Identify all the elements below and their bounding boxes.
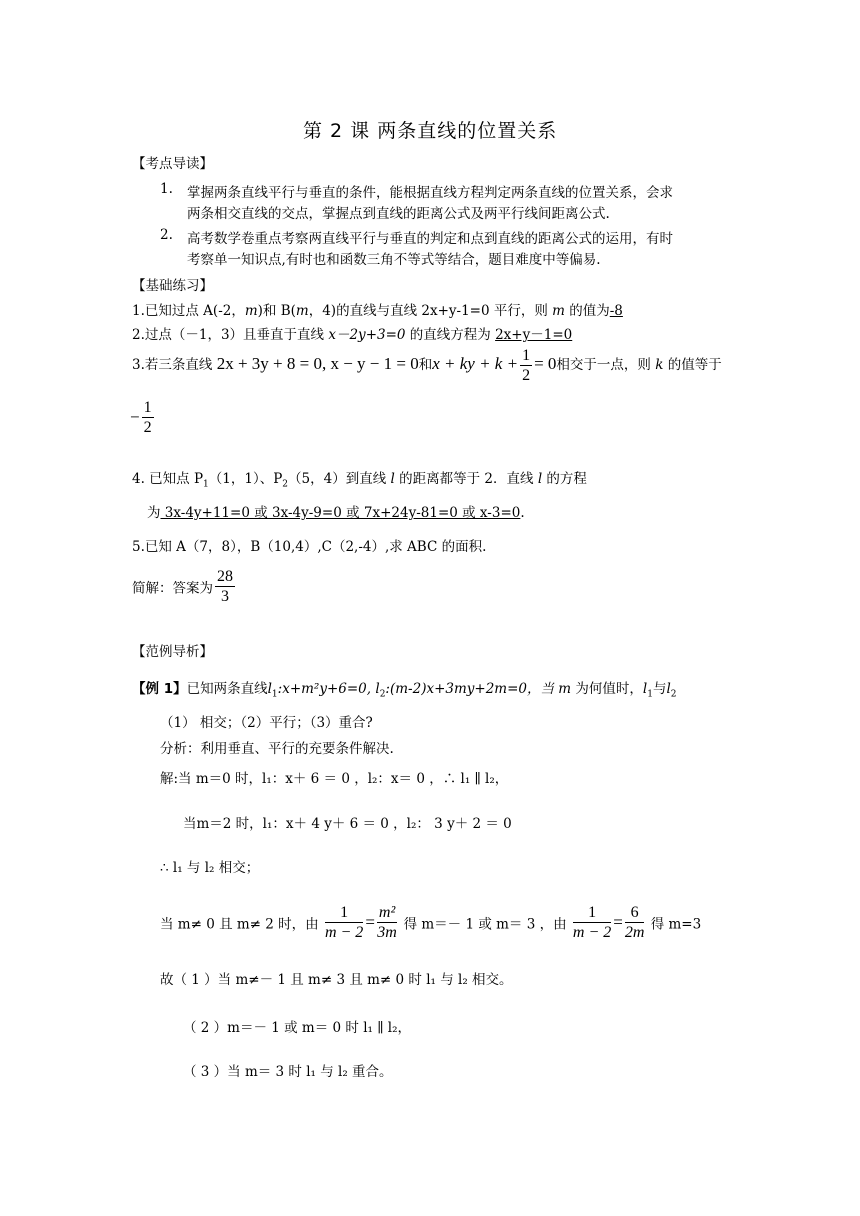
q3-equation: x + ky + k + <box>432 354 519 373</box>
question-3 <box>132 346 722 385</box>
example-1-parts: （1） 相交；（2）平行；（3）重合? <box>160 715 373 731</box>
q5-fraction: $\frac{28}{3}$ <box>217 568 233 605</box>
q1-text: ，4)的直线与直线 2x+y-1=0 平行，则 <box>308 303 553 319</box>
example-1-conclusion-2: （ 2 ）m＝－ 1 或 m＝ 0 时 l₁ ∥ l₂， <box>183 1020 411 1036</box>
guide-item-text: 高考数学卷重点考察两直线平行与垂直的判定和点到直线的距离公式的运用，有时 <box>187 231 673 247</box>
q3-fraction: $\frac{1}{2}$ <box>522 347 531 384</box>
guide-item-text: 掌握两条直线平行与垂直的条件，能根据直线方程判定两条直线的位置关系，会求 <box>187 185 673 201</box>
example-1-analysis: 分析：利用垂直、平行的充要条件解决. <box>160 741 394 757</box>
q2-text: 的直线方程为 <box>405 327 496 343</box>
guide-item-number: 2. <box>160 227 173 243</box>
q3-text: 和 <box>418 357 433 373</box>
q1-text: 1.已知过点 A(-2， <box>132 303 245 319</box>
q3-equation: 2x + 3y + 8 = 0, x − y − 1 = 0 <box>216 354 419 373</box>
q2-text: 2.过点（－1，3）且垂直于直线 <box>132 327 329 343</box>
question-4: 4. 已知点 $P_1(1$，1）、$P_2(5$，4）到直线 l 的距离都等于 2．直线 l 的方程 <box>132 471 587 490</box>
guide-item-text: 两条相交直线的交点，掌握点到直线的距离公式及两平行线间距离公式. <box>187 206 610 222</box>
q3-text: 3.若三条直线 <box>132 357 213 373</box>
q1-var: m <box>244 303 258 319</box>
example-1-conclusion-1: 故（ 1 ）当 m≠－ 1 且 m≠ 3 且 m≠ 0 时 l₁ 与 l₂ 相交。 <box>160 972 513 988</box>
section-heading-guide: 【考点导读】 <box>132 156 213 172</box>
section-heading-example: 【范例导析】 <box>132 644 213 660</box>
q3-text: 的值等于 <box>663 357 722 373</box>
example-label: 【例 1】 <box>132 681 187 697</box>
guide-item-text: 考察单一知识点,有时也和函数三角不等式等结合，题目难度中等偏易. <box>187 252 601 268</box>
q2-equation: x－2y+3=0 <box>328 327 406 343</box>
q1-text: )和 B( <box>257 303 296 319</box>
example-1-solution-fractions: 当 m≠ 0 且 m≠ 2 时，由 $\frac{1}{m - 2}$ = $\frac{\text{m²}}{3m}$ 得 m＝－ 1 或 m＝ 3 ，由 $\frac{1}{m - 2}$ = $\frac{6}{2m}$ 得 m=3 <box>160 904 702 941</box>
q2-answer: 2x+y－1=0 <box>495 327 573 343</box>
example-1-solution-line: 当m＝2 时，l₁：x＋ 4 y＋ 6 ＝ 0 ，l₂： 3 y＋ 2 ＝ 0 <box>183 816 512 832</box>
example-1-statement: 【例 1】已知两条直线$l_1:x+m^2y+6=0$, $l_2:(m-2)x+3my+2m=0$，当 m 为何值时，$l_1$与$l_2$ <box>132 681 677 700</box>
question-5: 5.已知 A（7，8），B（10,4）,C（2,-4）,求 ABC 的面积. <box>132 539 487 555</box>
q1-var: m <box>295 303 309 319</box>
q1-answer: -8 <box>609 303 623 319</box>
guide-item-number: 1. <box>160 181 173 197</box>
example-1-solution-line: ∴ l₁ 与 l₂ 相交； <box>160 860 260 876</box>
section-heading-basic: 【基础练习】 <box>132 278 213 294</box>
q1-var: m <box>552 303 565 319</box>
page-title: 第 2 课 两条直线的位置关系 <box>303 120 558 142</box>
q1-text: 的值为 <box>564 303 610 319</box>
q3-equation: = 0 <box>534 354 557 373</box>
question-2 <box>132 323 572 343</box>
q3-answer: − $\frac{1}{2}$ <box>130 399 152 436</box>
q4-answer: 3x-4y+11=0 或 3x-4y-9=0 或 7x+24y-81=0 或 x-3=0 <box>160 505 521 521</box>
question-4-answer: 为 3x-4y+11=0 或 3x-4y-9=0 或 7x+24y-81=0 或 x-3=0. <box>147 505 525 521</box>
example-1-solution-line: 解:当 m＝0 时，l₁：x＋ 6 ＝ 0 ，l₂：x＝ 0 ，∴ l₁ ∥ l₂， <box>160 771 509 787</box>
q3-text: 相交于一点，则 <box>556 357 656 373</box>
question-5-solution: 简解：答案为 $\frac{28}{3}$ <box>132 568 233 605</box>
question-1 <box>132 299 623 319</box>
example-1-conclusion-3: （ 3 ）当 m＝ 3 时 l₁ 与 l₂ 重合。 <box>183 1064 393 1080</box>
q3-var: k <box>655 357 664 373</box>
